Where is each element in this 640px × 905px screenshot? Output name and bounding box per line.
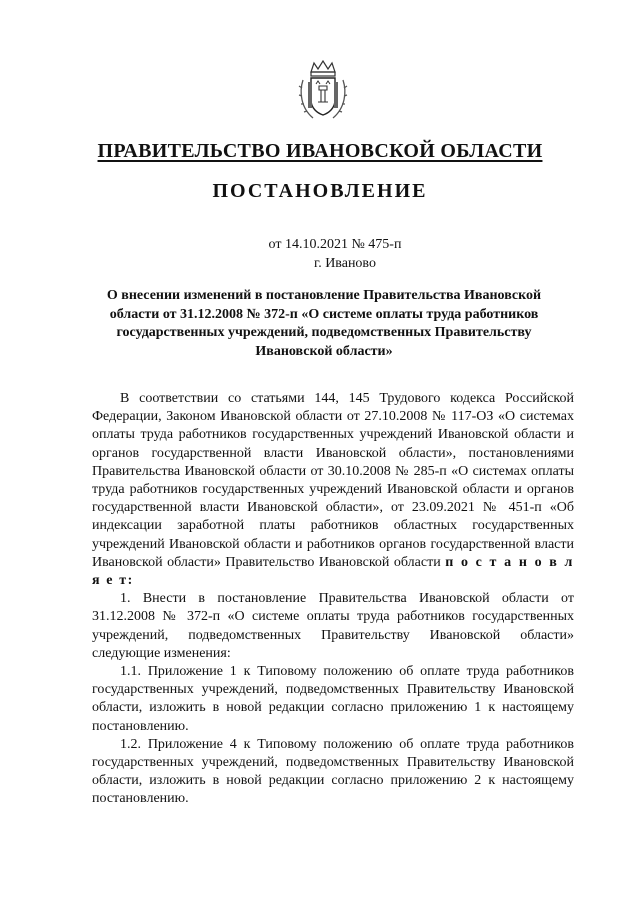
item-1-2: 1.2. Приложение 4 к Типовому положению об оплате труда работников государственных учреждений, подведомственных Правительству Ивановской области, изложить в новой редакции согласно приложению 2 к настоящему постановлению. [92, 736, 574, 807]
preamble-text: В соответствии со статьями 144, 145 Трудового кодекса Российской Федерации, Законом Ивановской области от 27.10.2008 № 117-ОЗ «О системах оплаты труда работников государственных учреждений Ивановской области и органов государственной власти Ивановской области», постановлениями Правительства Ивановской области от 30.10.2008 № 285-п «О системах оплаты труда работников государственных учреждений Ивановской области и органов государственной власти Ивановской области», от 23.09.2021 № 451-п «Об индексации заработной платы работников областных государственных учреждений Ивановской области и работников органов государственной власти Ивановской области» Правительство Ивановской области [92, 391, 574, 570]
resolves-keyword: п о с т а н о в л я е т: [92, 554, 574, 589]
government-title: ПРАВИТЕЛЬСТВО ИВАНОВСКОЙ ОБЛАСТИ [97, 140, 543, 162]
item-1-1: 1.1. Приложение 1 к Типовому положению об оплате труда работников государственных учреждений, подведомственных Правительству Ивановской области, изложить в новой редакции согласно приложению 1 к настоящему постановлению. [92, 664, 574, 734]
document-body [92, 390, 574, 809]
document-date-number: от 14.10.2021 № 475-п [268, 237, 402, 252]
preamble-paragraph [92, 390, 574, 590]
document-subject: О внесении изменений в постановление Правительства Ивановской области от 31.12.2008 № 372-п «О системе оплаты труда работников государственных учреждений, подведомственных Правительству Ивановской области» [106, 288, 542, 359]
coat-of-arms-icon [297, 58, 349, 122]
item-1: 1. Внести в постановление Правительства Ивановской области от 31.12.2008 № 372-п «О системе оплаты труда работников государственных учреждений, подведомственных Правительству Ивановской области» следующие изменения: [92, 591, 574, 661]
document-city: г. Иваново [314, 256, 376, 271]
document-type: ПОСТАНОВЛЕНИЕ [212, 180, 428, 202]
